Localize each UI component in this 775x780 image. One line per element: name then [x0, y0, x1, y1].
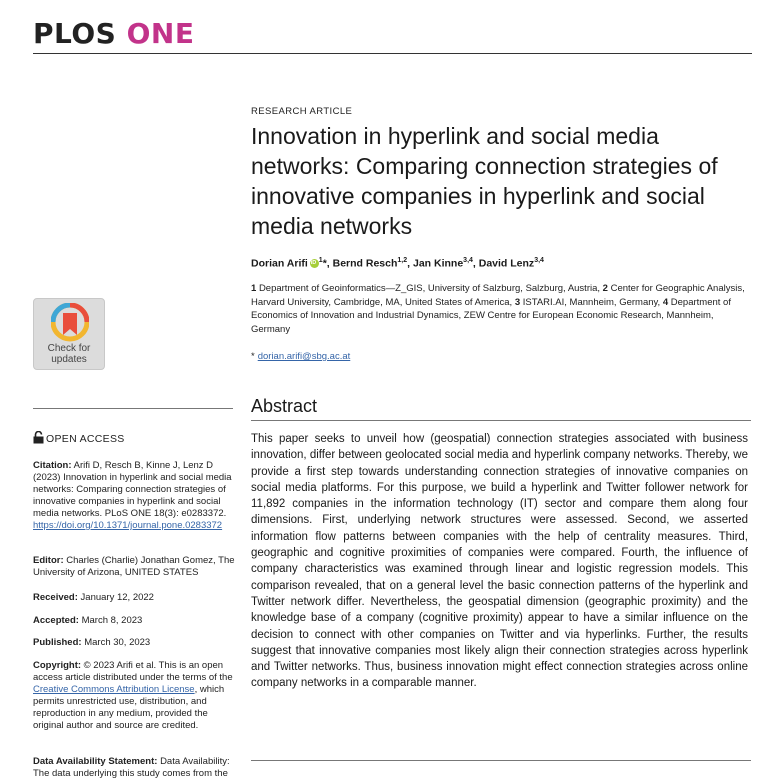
published-date: March 30, 2023	[84, 637, 151, 648]
journal-logo-plos: PLOS	[33, 17, 117, 50]
accepted-label: Accepted:	[33, 615, 79, 626]
author-affil-sup: 3,4	[463, 257, 473, 264]
author-affil-sup: 1,2	[397, 257, 408, 264]
open-access-text: OPEN ACCESS	[46, 433, 125, 445]
author-list: Dorian ArifiiD $^1$*, Bernd Resch$^{1,2}$, Jan Kinne$^{3,4}$, David Lenz$^{3,4}$	[251, 257, 544, 270]
affiliation-number: 2	[602, 283, 608, 294]
data-availability-label: Data Availability Statement:	[33, 756, 158, 767]
journal-logo[interactable]	[33, 17, 194, 51]
corresponding-star: *	[251, 351, 255, 362]
affiliation-text: Center for Geographic Analysis, Harvard University, Cambridge, MA, United States of America,	[251, 283, 745, 308]
accepted-block	[33, 615, 238, 627]
copyright-label: Copyright:	[33, 660, 82, 671]
open-lock-icon	[33, 431, 44, 444]
author-name[interactable]: Dorian Arifi	[251, 257, 308, 270]
corresponding-email-link[interactable]: dorian.arifi@sbg.ac.at	[257, 351, 351, 362]
copyright-text-1: © 2023 Arifi et al. This is an open access article distributed under the terms of the	[33, 660, 233, 683]
citation-text: Arifi D, Resch B, Kinne J, Lenz D (2023) Innovation in hyperlink and social media networks: Comparing connection strategies of innovative companies in hyperlink and social media networks. PLoS ONE 18(3): e0283372.	[33, 460, 232, 519]
editor-label: Editor:	[33, 555, 64, 566]
citation-doi-link[interactable]: https://doi.org/10.1371/journal.pone.0283372	[33, 520, 223, 531]
abstract-heading: Abstract	[251, 396, 318, 416]
received-date: January 12, 2022	[80, 592, 154, 603]
journal-logo-one: ONE	[126, 17, 195, 50]
received-label: Received:	[33, 592, 78, 603]
editor-block	[33, 555, 238, 579]
accepted-date: March 8, 2023	[81, 615, 143, 626]
corresponding-marker: *	[322, 257, 327, 270]
header-divider	[33, 53, 752, 54]
bookmark-ribbon-icon	[51, 303, 89, 343]
affiliation-number: 1	[251, 283, 257, 294]
data-availability-block	[33, 756, 238, 780]
editor-text: Charles (Charlie) Jonathan Gomez, The University of Arizona, UNITED STATES	[33, 555, 235, 578]
citation-label: Citation:	[33, 460, 72, 471]
abstract-body: This paper seeks to unveil how (geospatial) connection strategies associated with business innovation, differ between geolocated social media and hyperlink company networks. Thereby, we provide a first step towards understanding connection strategies of innovative companies on social media platforms. For this purpose, we build a hyperlink and Twitter follower network for 11,892 companies in the information technology (IT) sector and compare them along four dimensions. First, underlying network structures were assessed. Second, we asserted information flow patterns between companies with the help of centrality measures. Third, geographic and cognitive proximities of companies were compared. Fourth, the influence of company characteristics was examined through linear and logistic regression models. This comparison revealed, that on a general level the basic connection patterns of the hyperlink and Twitter network differ. Nevertheless, the geospatial dimension (geographic proximity) and the knowledge base of a company (cognitive proximity) appear to have a similar influence on the decision to connect with other companies on Twitter and via hyperlinks. Further, the results suggest that innovative companies most likely align their connection strategies across hyperlink and Twitter networks. Thus, business innovation might effect connection strategies across online company networks in a comparable manner.	[251, 433, 748, 690]
copyright-text-2: , which permits unrestricted use, distribution, and reproduction in any medium, provided the original author and source are credited.	[33, 684, 225, 731]
abstract-bottom-divider	[251, 760, 751, 761]
article-title: Innovation in hyperlink and social media networks: Comparing connection strategies of innovative companies in hyperlink and social media networks	[251, 123, 718, 239]
article-type: RESEARCH ARTICLE	[251, 106, 353, 117]
affiliations	[251, 282, 751, 336]
citation-block	[33, 460, 238, 532]
published-block	[33, 637, 238, 649]
author-affil-sup: 1	[318, 257, 323, 264]
published-label: Published:	[33, 637, 82, 648]
author-name[interactable]: David Lenz	[478, 257, 535, 270]
affiliation-number: 3	[514, 296, 521, 308]
affiliation-number: 4	[662, 296, 669, 308]
check-for-updates-label: Check for updates	[47, 343, 91, 365]
author-affil-sup: 3,4	[534, 257, 544, 264]
creative-commons-license-link[interactable]: Creative Commons Attribution License	[33, 684, 195, 695]
affiliation-text: Department of Economics of Innovation and Industrial Dynamics, ZEW Centre for European Economic Research, Mannheim, Germany	[251, 296, 731, 335]
abstract-divider	[251, 420, 751, 421]
open-access-label	[33, 431, 125, 445]
data-availability-text: Data Availability: The data underlying this study comes from the	[33, 756, 230, 779]
orcid-icon[interactable]	[310, 259, 319, 268]
corresponding-author	[251, 351, 350, 362]
affiliation-text: Department of Geoinformatics—Z_GIS, University of Salzburg, Salzburg, Austria,	[258, 283, 601, 294]
author-name[interactable]: Jan Kinne	[412, 257, 464, 270]
author-name[interactable]: Bernd Resch	[332, 257, 398, 270]
check-for-updates-badge[interactable]	[33, 298, 105, 370]
affiliation-text: ISTARI.AI, Mannheim, Germany,	[522, 296, 661, 308]
sidebar-divider	[33, 408, 233, 409]
copyright-block	[33, 660, 238, 732]
received-block	[33, 592, 238, 604]
